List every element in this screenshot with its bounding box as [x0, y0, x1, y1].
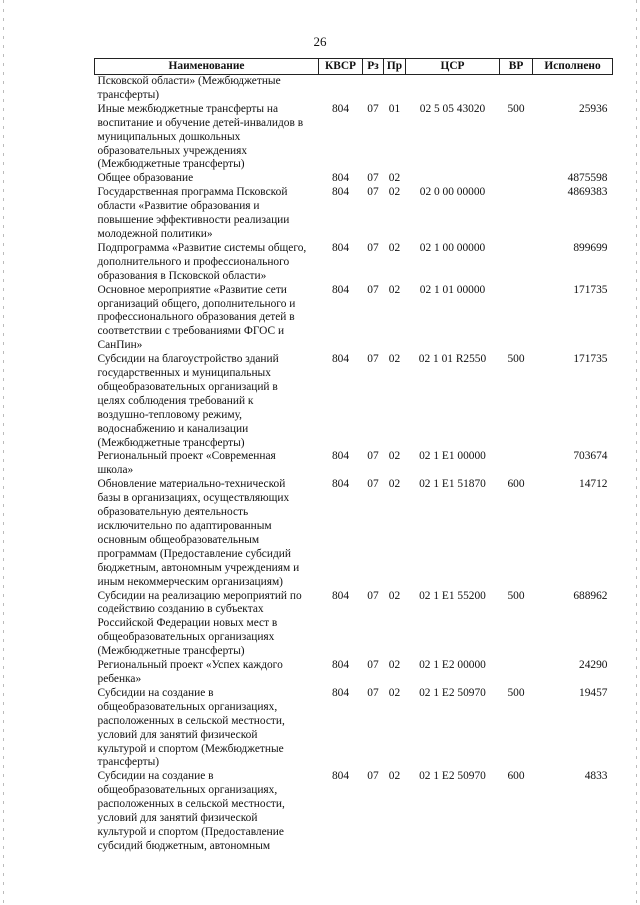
row-amount: 171735 [573, 283, 608, 296]
row-vr [500, 75, 533, 103]
row-csr: 02 1 E2 00000 [419, 659, 486, 672]
row-kvsr: 804 [331, 659, 350, 672]
row-vr: 500 [507, 102, 525, 115]
column-header-kvsr: КВСР [319, 59, 363, 75]
left-scan-edge [3, 0, 4, 905]
row-name: Основное мероприятие «Развитие сети организаций общего, дополнительного и профессионального образования детей в соответствии с требованиями ФГОС и СанПин» [97, 283, 296, 352]
row-rz: 07 [367, 450, 379, 463]
row-pr: 02 [388, 478, 401, 491]
column-header-name: Наименование [95, 59, 319, 75]
table-row [95, 186, 613, 242]
row-vr [500, 172, 533, 186]
row-kvsr [319, 75, 363, 103]
row-amount [533, 75, 613, 103]
row-rz: 07 [367, 241, 379, 254]
row-kvsr: 804 [331, 102, 350, 115]
row-name: Региональный проект «Успех каждого ребенка» [97, 659, 283, 685]
table-row [95, 242, 613, 284]
row-name: Псковской области» (Межбюджетные трансферты) [97, 75, 281, 101]
table-row [95, 450, 613, 478]
table-row [95, 172, 613, 186]
table-row [95, 659, 613, 687]
row-kvsr: 804 [331, 186, 350, 199]
column-header-rz: Рз [363, 59, 384, 75]
row-rz: 07 [367, 686, 379, 699]
row-kvsr: 804 [331, 450, 350, 463]
row-amount: 4833 [584, 770, 608, 783]
row-vr: 500 [507, 686, 525, 699]
row-pr: 01 [388, 102, 401, 115]
row-csr [406, 172, 500, 186]
row-kvsr: 804 [331, 353, 350, 366]
row-name: Государственная программа Псковской области «Развитие образования и повышение эффективности реализации молодежной политики» [97, 186, 290, 240]
row-name: Обновление материально-технической базы в организациях, осуществляющих образовательную деятельность исключительно по адаптированным основным общеобразовательным программам (Предоставление субсидий бюджетным, автономным учреждениям и иным некоммерческим организациям) [97, 478, 300, 588]
row-name: Субсидии на создание в общеобразовательных организациях, расположенных в сельской местности, условий для занятий физической культурой и спортом (Предоставление субсидий бюджетным, автономным [97, 770, 285, 852]
row-pr: 02 [388, 172, 401, 185]
row-name: Подпрограмма «Развитие системы общего, дополнительного и профессионального образования в Псковской области» [97, 241, 307, 282]
row-kvsr: 804 [331, 241, 350, 254]
row-rz: 07 [367, 589, 379, 602]
row-amount: 171735 [573, 353, 608, 366]
row-csr: 02 0 00 00000 [419, 186, 486, 199]
column-header-amount: Исполнено [533, 59, 613, 75]
column-header-csr: ЦСР [406, 59, 500, 75]
table-row [95, 103, 613, 173]
row-rz: 07 [367, 770, 379, 783]
table-row [95, 478, 613, 589]
row-vr: 500 [507, 589, 525, 602]
row-pr: 02 [388, 353, 401, 366]
row-kvsr: 804 [331, 172, 350, 185]
row-amount: 4869383 [567, 186, 608, 199]
row-amount: 19457 [579, 686, 608, 699]
row-csr: 02 1 E1 55200 [419, 589, 486, 602]
row-amount: 14712 [579, 478, 608, 491]
row-name: Субсидии на создание в общеобразовательных организациях, расположенных в сельской местности, условий для занятий физической культурой и спортом (Межбюджетные трансферты) [97, 686, 285, 769]
row-amount: 24290 [579, 659, 608, 672]
row-name: Общее образование [97, 172, 194, 185]
table-row [95, 770, 613, 853]
row-pr: 02 [388, 186, 401, 199]
row-kvsr: 804 [331, 589, 350, 602]
row-vr [500, 186, 533, 242]
row-pr: 02 [388, 283, 401, 296]
row-csr: 02 1 E1 00000 [419, 450, 486, 463]
row-amount: 25936 [579, 102, 608, 115]
row-vr: 600 [507, 478, 525, 491]
page-number: 26 [313, 34, 327, 49]
row-csr [406, 75, 500, 103]
table-row [95, 284, 613, 354]
row-rz: 07 [367, 353, 379, 366]
right-scan-edge [636, 0, 637, 905]
table-body [95, 75, 613, 854]
column-header-pr: Пр [384, 59, 406, 75]
row-csr: 02 1 E2 50970 [419, 770, 486, 783]
row-csr: 02 1 E2 50970 [419, 686, 486, 699]
row-rz: 07 [367, 186, 379, 199]
row-kvsr: 804 [331, 283, 350, 296]
row-csr: 02 1 E1 51870 [419, 478, 486, 491]
row-pr [384, 75, 406, 103]
budget-table [94, 58, 613, 854]
row-vr [500, 450, 533, 478]
row-rz: 07 [367, 172, 379, 185]
row-amount: 688962 [573, 589, 608, 602]
row-amount: 899699 [573, 241, 608, 254]
row-csr: 02 1 01 R2550 [418, 353, 487, 366]
row-csr: 02 1 01 00000 [419, 283, 486, 296]
row-pr: 02 [388, 589, 401, 602]
row-vr [500, 242, 533, 284]
row-rz: 07 [367, 102, 379, 115]
row-name: Иные межбюджетные трансферты на воспитание и обучение детей-инвалидов в муниципальных дошкольных образовательных учреждениях (Межбюджетные трансферты) [97, 102, 304, 171]
row-pr: 02 [388, 241, 401, 254]
column-header-vr: ВР [500, 59, 533, 75]
row-amount: 703674 [573, 450, 608, 463]
row-vr [500, 659, 533, 687]
row-csr: 02 5 05 43020 [419, 102, 486, 115]
row-rz [363, 75, 384, 103]
table-row [95, 687, 613, 770]
row-pr: 02 [388, 659, 401, 672]
row-pr: 02 [388, 686, 401, 699]
table-row [95, 75, 613, 103]
row-kvsr: 804 [331, 770, 350, 783]
row-name: Субсидии на реализацию мероприятий по содействию созданию в субъектах Российской Федерации новых мест в общеобразовательных организациях (Межбюджетные трансферты) [97, 589, 302, 658]
row-rz: 07 [367, 283, 379, 296]
row-amount: 4875598 [567, 172, 608, 185]
table-row [95, 590, 613, 660]
row-rz: 07 [367, 478, 379, 491]
table-header-row [95, 59, 613, 75]
row-vr: 500 [507, 353, 525, 366]
row-kvsr: 804 [331, 478, 350, 491]
row-kvsr: 804 [331, 686, 350, 699]
row-vr: 600 [507, 770, 525, 783]
row-name: Субсидии на благоустройство зданий государственных и муниципальных общеобразовательных организаций в целях соблюдения требований к воздушно-тепловому режиму, водоснабжению и канализации (Межбюджетные трансферты) [97, 353, 279, 449]
row-pr: 02 [388, 450, 401, 463]
row-pr: 02 [388, 770, 401, 783]
row-csr: 02 1 00 00000 [419, 241, 486, 254]
table-row [95, 353, 613, 450]
row-name: Региональный проект «Современная школа» [97, 450, 276, 477]
row-vr [500, 284, 533, 354]
row-rz: 07 [367, 659, 379, 672]
